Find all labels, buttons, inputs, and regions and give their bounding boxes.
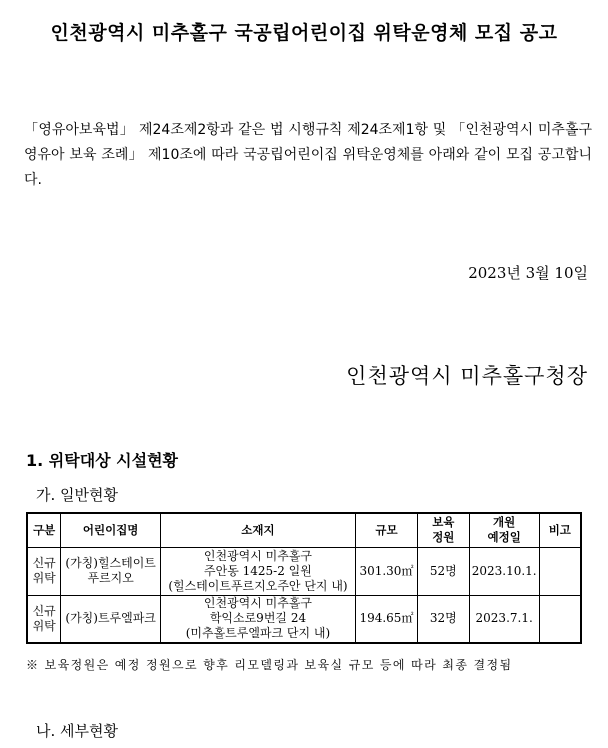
announcement-date: 2023년 3월 10일 xyxy=(468,264,588,282)
section-heading: 1. 위탁대상 시설현황 xyxy=(26,451,178,470)
header-size: 규모 xyxy=(356,513,418,547)
cell-name-line2: 푸르지오 xyxy=(87,571,134,585)
header-remarks: 비고 xyxy=(539,513,581,547)
subsection-general: 가. 일반현황 xyxy=(36,486,118,504)
cell-open-date: 2023.7.1. xyxy=(469,595,539,643)
header-address: 소재지 xyxy=(160,513,355,547)
header-capacity-line2: 정원 xyxy=(432,530,455,545)
table-header-row xyxy=(27,513,581,547)
table-row xyxy=(27,547,581,595)
table-row xyxy=(27,595,581,643)
intro-paragraph: 「영유아보육법」 제24조제2항과 같은 법 시행규칙 제24조제1항 및 「인천광역시 미추홀구 영유아 보육 조례」 제10조에 따라 국공립어린이집 위탁운영체를 아래와 같이 모집 공고합니다. xyxy=(24,122,592,188)
cell-address-line2: 학익소로9번길 24 xyxy=(209,611,307,626)
header-capacity xyxy=(417,513,469,547)
cell-address-line1: 인천광역시 미추홀구 xyxy=(203,596,313,611)
header-open-date xyxy=(469,513,539,547)
header-open-line1: 개원 xyxy=(493,515,516,530)
cell-open-date: 2023.10.1. xyxy=(469,547,539,595)
cell-type-line2: 위탁 xyxy=(32,571,56,585)
cell-address-line1: 인천광역시 미추홀구 xyxy=(203,548,313,563)
cell-address xyxy=(160,547,355,595)
facility-table xyxy=(26,512,582,644)
header-open-line2: 예정일 xyxy=(487,530,521,545)
cell-address xyxy=(160,595,355,643)
footnote: ※ 보육정원은 예정 정원으로 향후 리모델링과 보육실 규모 등에 따라 최종 결정됨 xyxy=(26,658,513,672)
cell-size: 301.30㎡ xyxy=(356,547,418,595)
cell-type xyxy=(27,595,61,643)
header-capacity-line1: 보육 xyxy=(432,515,455,530)
cell-address-line3: (힐스테이트푸르지오주안 단지 내) xyxy=(168,578,348,593)
issuer-name: 인천광역시 미추홀구청장 xyxy=(346,364,588,388)
cell-name xyxy=(61,595,161,643)
cell-size: 194.65㎡ xyxy=(356,595,418,643)
cell-capacity: 52명 xyxy=(417,547,469,595)
header-type: 구분 xyxy=(27,513,61,547)
cell-name-line1: (가칭)힐스테이트 xyxy=(65,556,156,570)
cell-address-line2: 주안동 1425-2 일원 xyxy=(204,563,312,578)
cell-address-line3: (미추홀트루엘파크 단지 내) xyxy=(185,626,331,641)
cell-name xyxy=(61,547,161,595)
subsection-detail: 나. 세부현황 xyxy=(36,722,118,740)
page-title: 인천광역시 미추홀구 국공립어린이집 위탁운영체 모집 공고 xyxy=(50,22,558,44)
header-name: 어린이집명 xyxy=(61,513,161,547)
cell-name-line1: (가칭)트루엘파크 xyxy=(65,611,156,626)
cell-remarks xyxy=(539,547,581,595)
cell-type-line1: 신규 xyxy=(32,603,56,618)
cell-remarks xyxy=(539,595,581,643)
cell-type-line2: 위탁 xyxy=(32,618,56,633)
cell-type xyxy=(27,547,61,595)
cell-type-line1: 신규 xyxy=(32,556,56,570)
cell-capacity: 32명 xyxy=(417,595,469,643)
